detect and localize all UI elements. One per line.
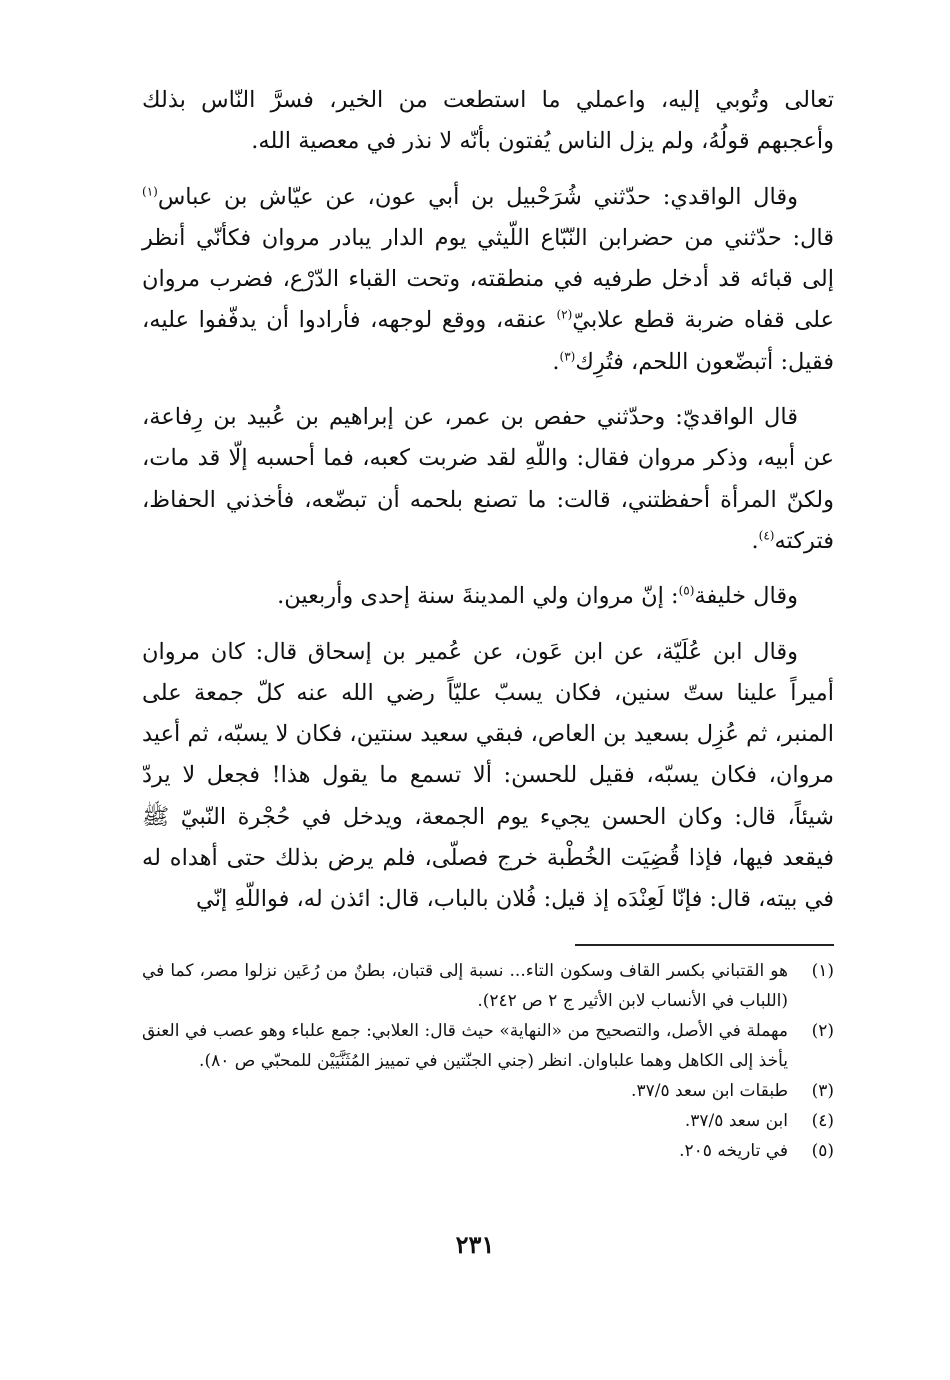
footnote-reference: (٥) [678, 583, 695, 598]
footnote-number: (٢) [811, 1021, 834, 1041]
paragraph-text: وقال الواقدي: حدّثني شُرَحْبيل بن أبي عون، عن عيّاش بن عباس [157, 183, 798, 210]
footnote-reference: (٤) [758, 528, 775, 543]
footnote-number: (٤) [811, 1111, 834, 1131]
footnote [142, 956, 834, 1016]
footnote [142, 1136, 834, 1166]
paragraph [142, 177, 834, 383]
footnote [142, 1016, 834, 1076]
footnote-text: في تاريخه ٢٠٥. [679, 1141, 788, 1161]
page-number: ٢٣١ [455, 1230, 495, 1259]
footnotes [142, 956, 834, 1166]
paragraph-text: تعالى وتُوبي إليه، واعملي ما استطعت من الخير، فسرَّ النّاس بذلك وأعجبهم قولُهُ، ولم يزل الناس يُفتون بأنّه لا نذر في معصية الله. [142, 87, 834, 155]
footnote-reference: (٢) [556, 307, 573, 322]
paragraph-text: عنقه، ووقع لوجهه، فأرادوا أن يدفّفوا عليه، فقيل: أتبضّعون اللحم، فتُرِك [142, 307, 834, 375]
footnote [142, 1076, 834, 1106]
paragraph-text: وقال ابن عُلَيّة، عن ابن عَون، عن عُمير بن إسحاق قال: كان مروان أميراً علينا ستّ سنين، فكان يسبّ عليّاً رضي الله عنه كلّ جمعة على المنبر، ثم عُزِل بسعيد بن العاص، فبقي سعيد سنتين، فكان لا يسبّه، ثم أعيد مروان، فكان يسبّه، فقيل للحسن: ألا تسمع ما يقول هذا! فجعل لا يردّ شيئاً، قال: وكان الحسن يجيء يوم الجمعة، ويدخل في حُجْرة النّبيّ ﷺ فيقعد فيها، فإذا قُضِيَت الخُطْبة خرج فصلّى، فلم يرض بذلك حتى أهداه له في بيته، قال: فإنّا لَعِنْدَه إذ قيل: فُلان بالباب، قال: ائذن له، فواللّهِ إنّي [142, 638, 834, 913]
footnote-text: طبقات ابن سعد ٣٧/٥. [631, 1081, 788, 1101]
paragraph [142, 632, 834, 921]
footnote-text: مهملة في الأصل، والتصحيح من «النهاية» حيث قال: العلابي: جمع علباء وهو عصب في العنق يأخذ إلى الكاهل وهما علباوان. انظر (جني الجنّتين في تمييز المُثَنَّيَيْن للمحبّي ص ٨٠). [142, 1021, 788, 1071]
paragraph-text: . [552, 348, 560, 375]
paragraph [142, 397, 834, 562]
paragraph-text: قال الواقديّ: وحدّثني حفص بن عمر، عن إبراهيم بن عُبيد بن رِفاعة، عن أبيه، وذكر مروان فقال: واللّهِ لقد ضربت كعبه، فما أحسبه إلّا قد مات، ولكنّ المرأة أحفظتني، قالت: ما تصنع بلحمه أن تبضّعه، فأخذني الحفاظ، فتركته [142, 404, 834, 554]
footnote-reference: (٣) [559, 349, 576, 364]
paragraph-text: : إنّ مروان ولي المدينةَ سنة إحدى وأربعين. [277, 583, 679, 610]
paragraph [142, 576, 834, 617]
footnote-number: (٣) [811, 1081, 834, 1101]
footnote-number: (٥) [811, 1141, 834, 1161]
paragraph [142, 80, 834, 163]
footnote-reference: (١) [142, 184, 158, 199]
footnote [142, 1106, 834, 1136]
paragraph-text: وقال خليفة [694, 583, 798, 610]
footnote-text: هو القتباني بكسر القاف وسكون التاء... نسبة إلى قتبان، بطنٌ من رُعَين نزلوا مصر، كما في (اللباب في الأنساب لابن الأثير ج ٢ ص ٢٤٢). [142, 961, 788, 1011]
paragraph-text: قال: حدّثني من حضرابن النّبّاع اللّيثي يوم الدار يبادر مروان فكأنّي أنظر إلى قبائه قد أدخل طرفيه في منطقته، وتحت القباء الدّرْع، فضرب مروان على قفاه ضربة قطع علابيّ [142, 224, 835, 334]
main-text [142, 80, 834, 921]
paragraph-text: . [751, 527, 759, 554]
footnote-number: (١) [811, 961, 834, 981]
footnote-text: ابن سعد ٣٧/٥. [684, 1111, 788, 1131]
footnote-separator [575, 944, 834, 946]
